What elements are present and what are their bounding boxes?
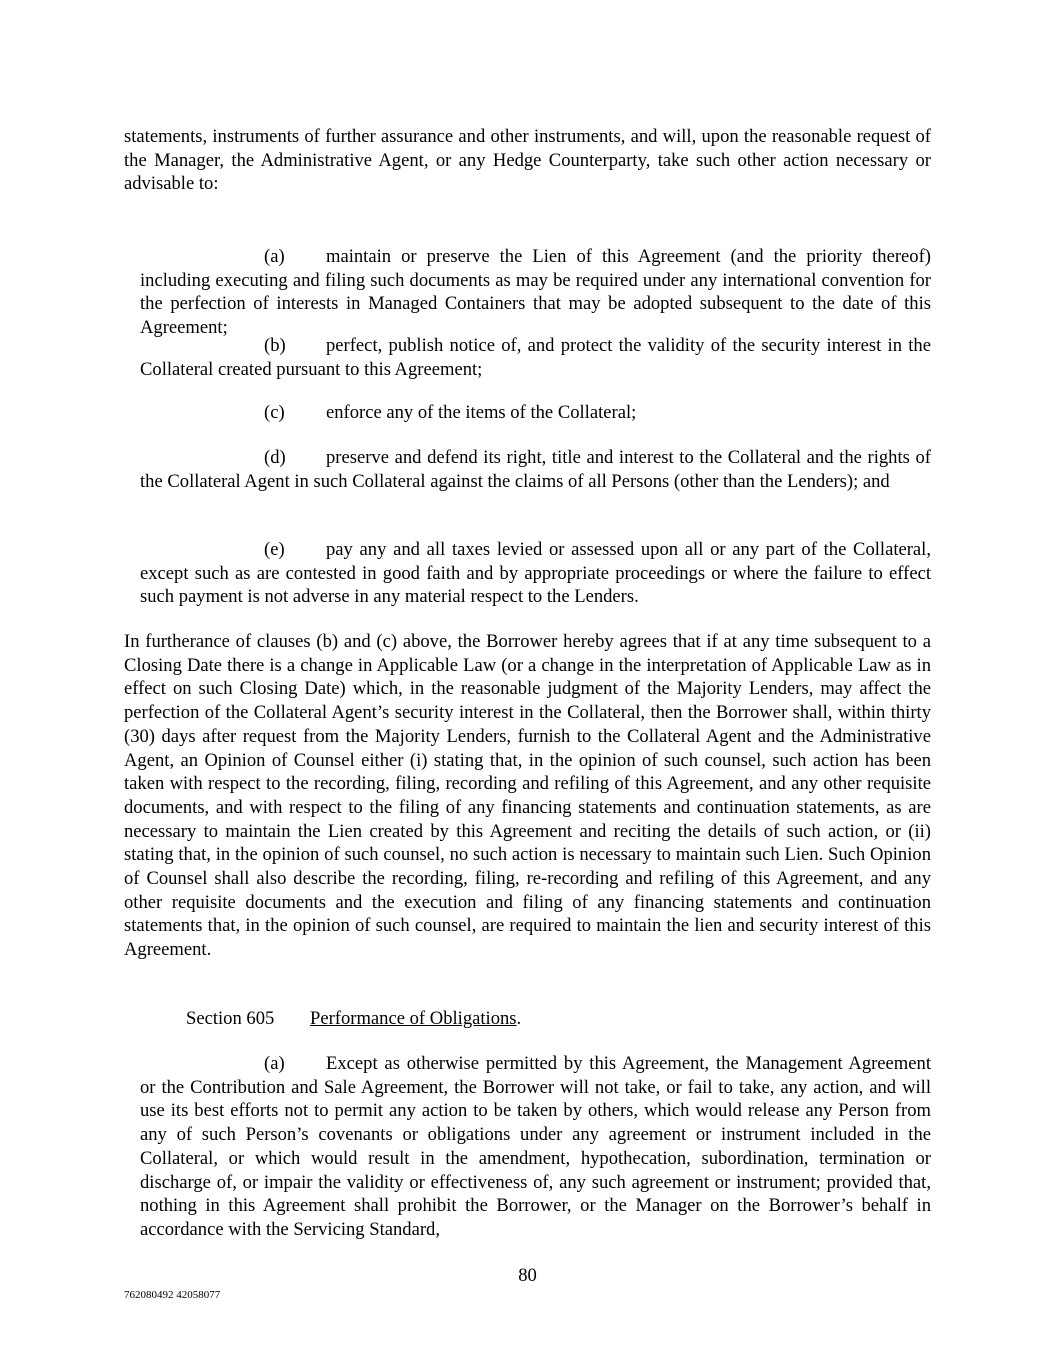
section-clause-a	[140, 1052, 931, 1242]
section-number: Section 605	[186, 1008, 275, 1029]
intro-paragraph: statements, instruments of further assurance and other instruments, and will, upon the reasonable request of the Manager, the Administrative Agent, or any Hedge Counterparty, take such other action necessary or advisable to:	[124, 126, 931, 195]
page-number: 80	[518, 1265, 537, 1286]
clause-c	[140, 401, 931, 425]
clause-label: (d)	[264, 447, 286, 468]
clause-b	[140, 334, 931, 381]
furtherance-paragraph: In furtherance of clauses (b) and (c) above, the Borrower hereby agrees that if at any time subsequent to a Closing Date there is a change in Applicable Law (or a change in the interpretation of Applicable Law as in effect on such Closing Date) which, in the reasonable judgment of the Majority Lenders, may affect the perfection of the Collateral Agent’s security interest in the Collateral, then the Borrower shall, within thirty (30) days after request from the Majority Lenders, furnish to the Collateral Agent and the Administrative Agent, an Opinion of Counsel either (i) stating that, in the opinion of such counsel, such action has been taken with respect to the recording, filing, recording and refiling of this Agreement, and any other requisite documents, and with respect to the filing of any financing statements and continuation statements, as are necessary to maintain the Lien created by this Agreement and reciting the details of such action, or (ii) stating that, in the opinion of such counsel, no such action is necessary to maintain such Lien. Such Opinion of Counsel shall also describe the recording, filing, re-recording and refiling of this Agreement, and any other requisite documents and the execution and filing of any financing statements and continuation statements that, in the opinion of such counsel, are required to maintain the lien and security interest of this Agreement.	[124, 631, 931, 961]
clause-label: (a)	[264, 246, 285, 267]
clause-label: (c)	[264, 402, 285, 423]
section-punct: .	[516, 1008, 522, 1029]
document-id: 762080492 42058077	[124, 1289, 221, 1301]
clause-e	[140, 538, 931, 609]
clause-text: enforce any of the items of the Collateral;	[326, 402, 637, 423]
clause-label: (e)	[264, 539, 285, 560]
clause-text: perfect, publish notice of, and protect the validity of the security interest in the Collateral created pursuant to this Agreement;	[140, 335, 931, 380]
clause-label: (b)	[264, 335, 286, 356]
clause-label: (a)	[264, 1053, 285, 1074]
section-title: Performance of Obligations	[310, 1008, 517, 1029]
clause-text: maintain or preserve the Lien of this Agreement (and the priority thereof) including executing and filing such documents as may be required under any international convention for the perfection of interests in Managed Containers that may be adopted subsequent to the date of this Agreement;	[140, 246, 931, 339]
clause-a	[140, 245, 931, 340]
clause-text: pay any and all taxes levied or assessed upon all or any part of the Collateral, except such as are contested in good faith and by appropriate proceedings or where the failure to effect such payment is not adverse in any material respect to the Lenders.	[140, 539, 931, 608]
clause-text: Except as otherwise permitted by this Agreement, the Management Agreement or the Contribution and Sale Agreement, the Borrower will not take, or fail to take, any action, and will use its best efforts not to permit any action to be taken by others, which would release any Person from any of such Person’s covenants or obligations under any agreement or instrument included in the Collateral, or which would result in the amendment, hypothecation, subordination, termination or discharge of, or impair the validity or effectiveness of, any such agreement or instrument; provided that, nothing in this Agreement shall prohibit the Borrower, or the Manager on the Borrower’s behalf in accordance with the Servicing Standard,	[140, 1053, 931, 1240]
clause-d	[140, 446, 931, 493]
section-heading	[186, 1007, 521, 1031]
clause-text: preserve and defend its right, title and interest to the Collateral and the rights of the Collateral Agent in such Collateral against the claims of all Persons (other than the Lenders); and	[140, 447, 931, 492]
